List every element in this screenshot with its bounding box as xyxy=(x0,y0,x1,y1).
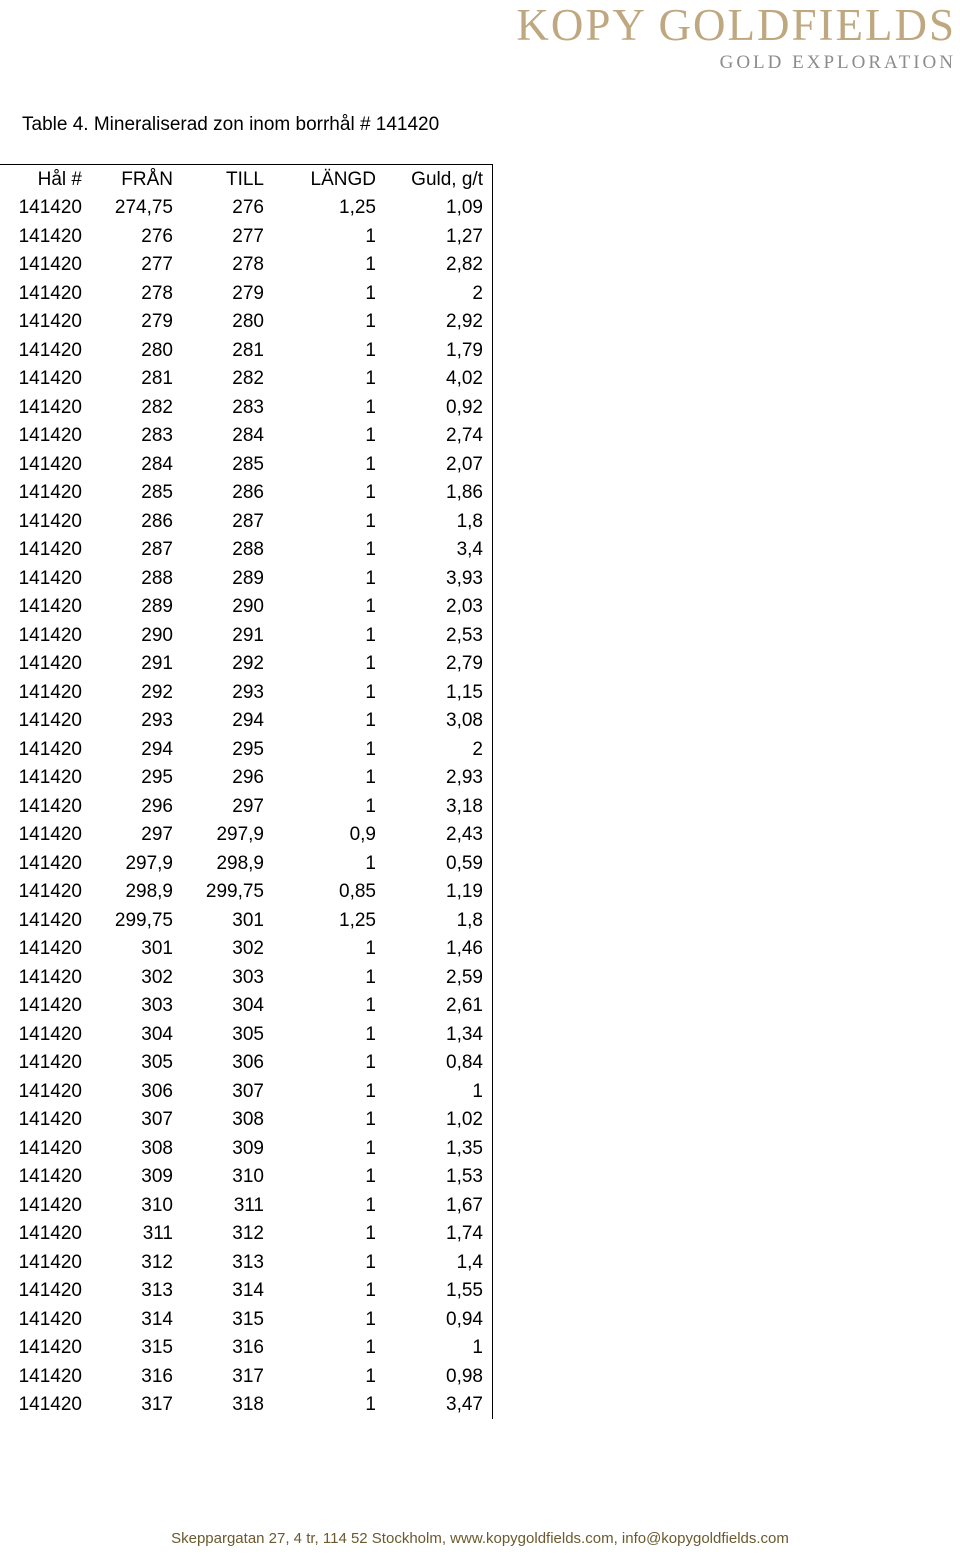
cell-length: 1 xyxy=(365,995,376,1017)
cell-to: 314 xyxy=(232,1280,264,1302)
cell-gold: 4,02 xyxy=(446,368,483,390)
cell-to: 295 xyxy=(232,738,264,760)
cell-length: 1 xyxy=(365,767,376,789)
cell-to: 304 xyxy=(232,995,264,1017)
company-logo xyxy=(456,2,956,74)
cell-gold: 1,09 xyxy=(446,197,483,219)
cell-to: 285 xyxy=(232,453,264,475)
cell-length: 1 xyxy=(365,1223,376,1245)
cell-length: 1 xyxy=(365,539,376,561)
cell-from: 313 xyxy=(141,1280,173,1302)
cell-from: 288 xyxy=(141,567,173,589)
cell-length: 1 xyxy=(365,510,376,532)
cell-length: 1 xyxy=(365,482,376,504)
cell-hole: 141420 xyxy=(18,1223,82,1245)
cell-to: 276 xyxy=(232,197,264,219)
cell-length: 1 xyxy=(365,681,376,703)
cell-hole: 141420 xyxy=(18,681,82,703)
cell-length: 1 xyxy=(365,710,376,732)
cell-from: 297 xyxy=(141,824,173,846)
header-to: TILL xyxy=(225,168,264,190)
cell-gold: 0,92 xyxy=(446,396,483,418)
cell-to: 308 xyxy=(232,1109,264,1131)
drill-hole-table xyxy=(0,165,483,1420)
cell-gold: 2,61 xyxy=(446,995,483,1017)
cell-hole: 141420 xyxy=(18,1365,82,1387)
cell-gold: 1,19 xyxy=(446,881,483,903)
cell-length: 1 xyxy=(365,453,376,475)
cell-hole: 141420 xyxy=(18,1394,82,1416)
cell-hole: 141420 xyxy=(18,767,82,789)
table-row xyxy=(0,479,483,508)
cell-to: 281 xyxy=(232,339,264,361)
cell-gold: 1 xyxy=(472,1080,483,1102)
cell-gold: 1,46 xyxy=(446,938,483,960)
cell-hole: 141420 xyxy=(18,995,82,1017)
cell-hole: 141420 xyxy=(18,795,82,817)
cell-length: 1,25 xyxy=(339,909,376,931)
cell-to: 309 xyxy=(232,1137,264,1159)
table-row xyxy=(0,308,483,337)
cell-from: 281 xyxy=(141,368,173,390)
cell-hole: 141420 xyxy=(18,1194,82,1216)
cell-length: 1 xyxy=(365,311,376,333)
cell-from: 298,9 xyxy=(125,881,173,903)
cell-to: 284 xyxy=(232,425,264,447)
cell-length: 1 xyxy=(365,396,376,418)
cell-gold: 2,93 xyxy=(446,767,483,789)
table-row xyxy=(0,1334,483,1363)
cell-from: 294 xyxy=(141,738,173,760)
cell-from: 305 xyxy=(141,1052,173,1074)
table-row xyxy=(0,1306,483,1335)
cell-from: 299,75 xyxy=(114,909,173,931)
cell-to: 318 xyxy=(232,1394,264,1416)
cell-to: 278 xyxy=(232,254,264,276)
cell-to: 293 xyxy=(232,681,264,703)
cell-gold: 2 xyxy=(472,738,483,760)
cell-to: 287 xyxy=(232,510,264,532)
cell-gold: 2 xyxy=(472,282,483,304)
cell-gold: 2,03 xyxy=(446,596,483,618)
cell-length: 1 xyxy=(365,938,376,960)
cell-gold: 2,07 xyxy=(446,453,483,475)
cell-to: 291 xyxy=(232,624,264,646)
cell-length: 1 xyxy=(365,1251,376,1273)
cell-from: 285 xyxy=(141,482,173,504)
table-row xyxy=(0,1391,483,1420)
cell-hole: 141420 xyxy=(18,938,82,960)
cell-hole: 141420 xyxy=(18,596,82,618)
cell-gold: 2,74 xyxy=(446,425,483,447)
cell-gold: 1,55 xyxy=(446,1280,483,1302)
cell-from: 297,9 xyxy=(125,852,173,874)
cell-hole: 141420 xyxy=(18,824,82,846)
cell-hole: 141420 xyxy=(18,909,82,931)
cell-hole: 141420 xyxy=(18,710,82,732)
cell-from: 303 xyxy=(141,995,173,1017)
cell-from: 310 xyxy=(141,1194,173,1216)
cell-from: 282 xyxy=(141,396,173,418)
table-row xyxy=(0,850,483,879)
cell-gold: 3,08 xyxy=(446,710,483,732)
table-row xyxy=(0,1106,483,1135)
cell-gold: 1,15 xyxy=(446,681,483,703)
cell-hole: 141420 xyxy=(18,653,82,675)
cell-hole: 141420 xyxy=(18,1137,82,1159)
cell-to: 306 xyxy=(232,1052,264,1074)
cell-hole: 141420 xyxy=(18,1280,82,1302)
cell-length: 1 xyxy=(365,1194,376,1216)
table-row xyxy=(0,992,483,1021)
logo-wordmark: KOPY GOLDFIELDS xyxy=(516,0,956,50)
cell-from: 306 xyxy=(141,1080,173,1102)
table-header-row xyxy=(0,165,483,194)
table-row xyxy=(0,1021,483,1050)
table-row xyxy=(0,1049,483,1078)
cell-gold: 1,67 xyxy=(446,1194,483,1216)
cell-length: 1 xyxy=(365,1023,376,1045)
cell-hole: 141420 xyxy=(18,368,82,390)
cell-to: 313 xyxy=(232,1251,264,1273)
cell-hole: 141420 xyxy=(18,311,82,333)
table-body xyxy=(0,194,483,1420)
cell-hole: 141420 xyxy=(18,624,82,646)
cell-from: 286 xyxy=(141,510,173,532)
cell-length: 1 xyxy=(365,852,376,874)
table-row xyxy=(0,593,483,622)
table-row xyxy=(0,536,483,565)
cell-to: 307 xyxy=(232,1080,264,1102)
cell-gold: 1,02 xyxy=(446,1109,483,1131)
table-row xyxy=(0,764,483,793)
cell-length: 1 xyxy=(365,1337,376,1359)
cell-from: 274,75 xyxy=(114,197,173,219)
cell-gold: 1,27 xyxy=(446,225,483,247)
header-hole: Hål # xyxy=(37,168,82,190)
table-row xyxy=(0,394,483,423)
table-row xyxy=(0,1363,483,1392)
cell-length: 1 xyxy=(365,1280,376,1302)
cell-from: 314 xyxy=(141,1308,173,1330)
cell-gold: 1,8 xyxy=(456,909,483,931)
header-length: LÄNGD xyxy=(310,168,376,190)
cell-gold: 0,84 xyxy=(446,1052,483,1074)
cell-length: 1 xyxy=(365,1365,376,1387)
table-caption: Table 4. Mineraliserad zon inom borrhål # 141420 xyxy=(22,114,440,135)
cell-to: 277 xyxy=(232,225,264,247)
cell-gold: 1,4 xyxy=(456,1251,483,1273)
table-row xyxy=(0,451,483,480)
table-row xyxy=(0,508,483,537)
cell-hole: 141420 xyxy=(18,453,82,475)
cell-hole: 141420 xyxy=(18,1052,82,1074)
cell-gold: 2,59 xyxy=(446,966,483,988)
cell-hole: 141420 xyxy=(18,1337,82,1359)
table-row xyxy=(0,280,483,309)
cell-hole: 141420 xyxy=(18,1308,82,1330)
cell-from: 317 xyxy=(141,1394,173,1416)
cell-to: 294 xyxy=(232,710,264,732)
cell-from: 283 xyxy=(141,425,173,447)
cell-gold: 1,34 xyxy=(446,1023,483,1045)
cell-to: 303 xyxy=(232,966,264,988)
page-footer: Skeppargatan 27, 4 tr, 114 52 Stockholm, www.kopygoldfields.com, info@kopygoldfields.com xyxy=(171,1530,789,1547)
cell-to: 312 xyxy=(232,1223,264,1245)
cell-length: 0,9 xyxy=(349,824,376,846)
cell-gold: 2,43 xyxy=(446,824,483,846)
cell-gold: 1,8 xyxy=(456,510,483,532)
cell-to: 296 xyxy=(232,767,264,789)
cell-from: 295 xyxy=(141,767,173,789)
cell-to: 283 xyxy=(232,396,264,418)
cell-from: 279 xyxy=(141,311,173,333)
cell-length: 1 xyxy=(365,254,376,276)
cell-hole: 141420 xyxy=(18,425,82,447)
table-row xyxy=(0,878,483,907)
cell-hole: 141420 xyxy=(18,1080,82,1102)
cell-to: 299,75 xyxy=(205,881,264,903)
cell-length: 1 xyxy=(365,653,376,675)
cell-length: 1 xyxy=(365,425,376,447)
cell-from: 276 xyxy=(141,225,173,247)
cell-hole: 141420 xyxy=(18,738,82,760)
cell-from: 280 xyxy=(141,339,173,361)
cell-length: 0,85 xyxy=(339,881,376,903)
table-row xyxy=(0,1220,483,1249)
cell-hole: 141420 xyxy=(18,852,82,874)
cell-gold: 1,53 xyxy=(446,1166,483,1188)
header-gold: Guld, g/t xyxy=(411,168,483,190)
cell-gold: 1 xyxy=(472,1337,483,1359)
cell-gold: 3,4 xyxy=(456,539,483,561)
cell-from: 301 xyxy=(141,938,173,960)
cell-gold: 2,92 xyxy=(446,311,483,333)
cell-length: 1,25 xyxy=(339,197,376,219)
cell-gold: 0,94 xyxy=(446,1308,483,1330)
cell-hole: 141420 xyxy=(18,539,82,561)
table-row xyxy=(0,1192,483,1221)
cell-length: 1 xyxy=(365,225,376,247)
cell-from: 293 xyxy=(141,710,173,732)
cell-to: 289 xyxy=(232,567,264,589)
cell-from: 315 xyxy=(141,1337,173,1359)
cell-gold: 3,93 xyxy=(446,567,483,589)
cell-to: 298,9 xyxy=(216,852,264,874)
table-row xyxy=(0,935,483,964)
cell-length: 1 xyxy=(365,1166,376,1188)
cell-length: 1 xyxy=(365,1052,376,1074)
cell-to: 302 xyxy=(232,938,264,960)
cell-hole: 141420 xyxy=(18,197,82,219)
cell-gold: 2,53 xyxy=(446,624,483,646)
table-row xyxy=(0,194,483,223)
table-row xyxy=(0,365,483,394)
cell-from: 296 xyxy=(141,795,173,817)
cell-from: 311 xyxy=(142,1223,173,1245)
cell-to: 305 xyxy=(232,1023,264,1045)
cell-gold: 0,98 xyxy=(446,1365,483,1387)
cell-hole: 141420 xyxy=(18,1023,82,1045)
cell-from: 312 xyxy=(141,1251,173,1273)
cell-from: 316 xyxy=(141,1365,173,1387)
cell-to: 288 xyxy=(232,539,264,561)
cell-to: 292 xyxy=(232,653,264,675)
cell-from: 292 xyxy=(141,681,173,703)
cell-gold: 3,47 xyxy=(446,1394,483,1416)
cell-from: 309 xyxy=(141,1166,173,1188)
table-row xyxy=(0,821,483,850)
table-row xyxy=(0,223,483,252)
cell-from: 307 xyxy=(141,1109,173,1131)
cell-hole: 141420 xyxy=(18,254,82,276)
cell-length: 1 xyxy=(365,596,376,618)
table-row xyxy=(0,793,483,822)
table-row xyxy=(0,1249,483,1278)
cell-gold: 1,79 xyxy=(446,339,483,361)
cell-length: 1 xyxy=(365,738,376,760)
cell-length: 1 xyxy=(365,1394,376,1416)
cell-to: 297,9 xyxy=(216,824,264,846)
cell-gold: 2,79 xyxy=(446,653,483,675)
table-row xyxy=(0,1135,483,1164)
table-row xyxy=(0,251,483,280)
table-row xyxy=(0,1078,483,1107)
table-row xyxy=(0,337,483,366)
cell-gold: 1,74 xyxy=(446,1223,483,1245)
cell-hole: 141420 xyxy=(18,282,82,304)
cell-to: 301 xyxy=(232,909,264,931)
table-row xyxy=(0,964,483,993)
cell-length: 1 xyxy=(365,1137,376,1159)
cell-hole: 141420 xyxy=(18,966,82,988)
table-row xyxy=(0,707,483,736)
cell-from: 278 xyxy=(141,282,173,304)
cell-hole: 141420 xyxy=(18,1251,82,1273)
cell-to: 316 xyxy=(232,1337,264,1359)
cell-hole: 141420 xyxy=(18,339,82,361)
cell-from: 290 xyxy=(141,624,173,646)
table-row xyxy=(0,565,483,594)
cell-length: 1 xyxy=(365,339,376,361)
cell-hole: 141420 xyxy=(18,881,82,903)
cell-length: 1 xyxy=(365,1308,376,1330)
table-row xyxy=(0,422,483,451)
cell-gold: 2,82 xyxy=(446,254,483,276)
cell-length: 1 xyxy=(365,624,376,646)
cell-to: 317 xyxy=(232,1365,264,1387)
cell-hole: 141420 xyxy=(18,225,82,247)
cell-from: 289 xyxy=(141,596,173,618)
cell-length: 1 xyxy=(365,1080,376,1102)
cell-from: 308 xyxy=(141,1137,173,1159)
cell-hole: 141420 xyxy=(18,1166,82,1188)
cell-from: 287 xyxy=(141,539,173,561)
cell-length: 1 xyxy=(365,567,376,589)
cell-to: 279 xyxy=(232,282,264,304)
cell-length: 1 xyxy=(365,795,376,817)
cell-gold: 1,35 xyxy=(446,1137,483,1159)
table-row xyxy=(0,622,483,651)
cell-hole: 141420 xyxy=(18,396,82,418)
cell-length: 1 xyxy=(365,282,376,304)
cell-gold: 1,86 xyxy=(446,482,483,504)
cell-from: 284 xyxy=(141,453,173,475)
cell-to: 282 xyxy=(232,368,264,390)
cell-hole: 141420 xyxy=(18,482,82,504)
table-row xyxy=(0,679,483,708)
cell-to: 286 xyxy=(232,482,264,504)
cell-length: 1 xyxy=(365,368,376,390)
cell-length: 1 xyxy=(365,966,376,988)
data-table-container xyxy=(0,164,493,1419)
cell-length: 1 xyxy=(365,1109,376,1131)
cell-to: 280 xyxy=(232,311,264,333)
cell-to: 311 xyxy=(233,1194,264,1216)
table-row xyxy=(0,907,483,936)
cell-from: 277 xyxy=(141,254,173,276)
logo-tagline: GOLD EXPLORATION xyxy=(719,52,956,73)
cell-hole: 141420 xyxy=(18,567,82,589)
cell-gold: 3,18 xyxy=(446,795,483,817)
cell-to: 290 xyxy=(232,596,264,618)
cell-to: 315 xyxy=(232,1308,264,1330)
cell-hole: 141420 xyxy=(18,510,82,532)
table-row xyxy=(0,1277,483,1306)
table-row xyxy=(0,650,483,679)
cell-hole: 141420 xyxy=(18,1109,82,1131)
table-row xyxy=(0,1163,483,1192)
table-row xyxy=(0,736,483,765)
header-from: FRÅN xyxy=(121,168,173,190)
cell-gold: 0,59 xyxy=(446,852,483,874)
cell-from: 291 xyxy=(141,653,173,675)
cell-to: 310 xyxy=(232,1166,264,1188)
cell-to: 297 xyxy=(232,795,264,817)
cell-from: 302 xyxy=(141,966,173,988)
cell-from: 304 xyxy=(141,1023,173,1045)
